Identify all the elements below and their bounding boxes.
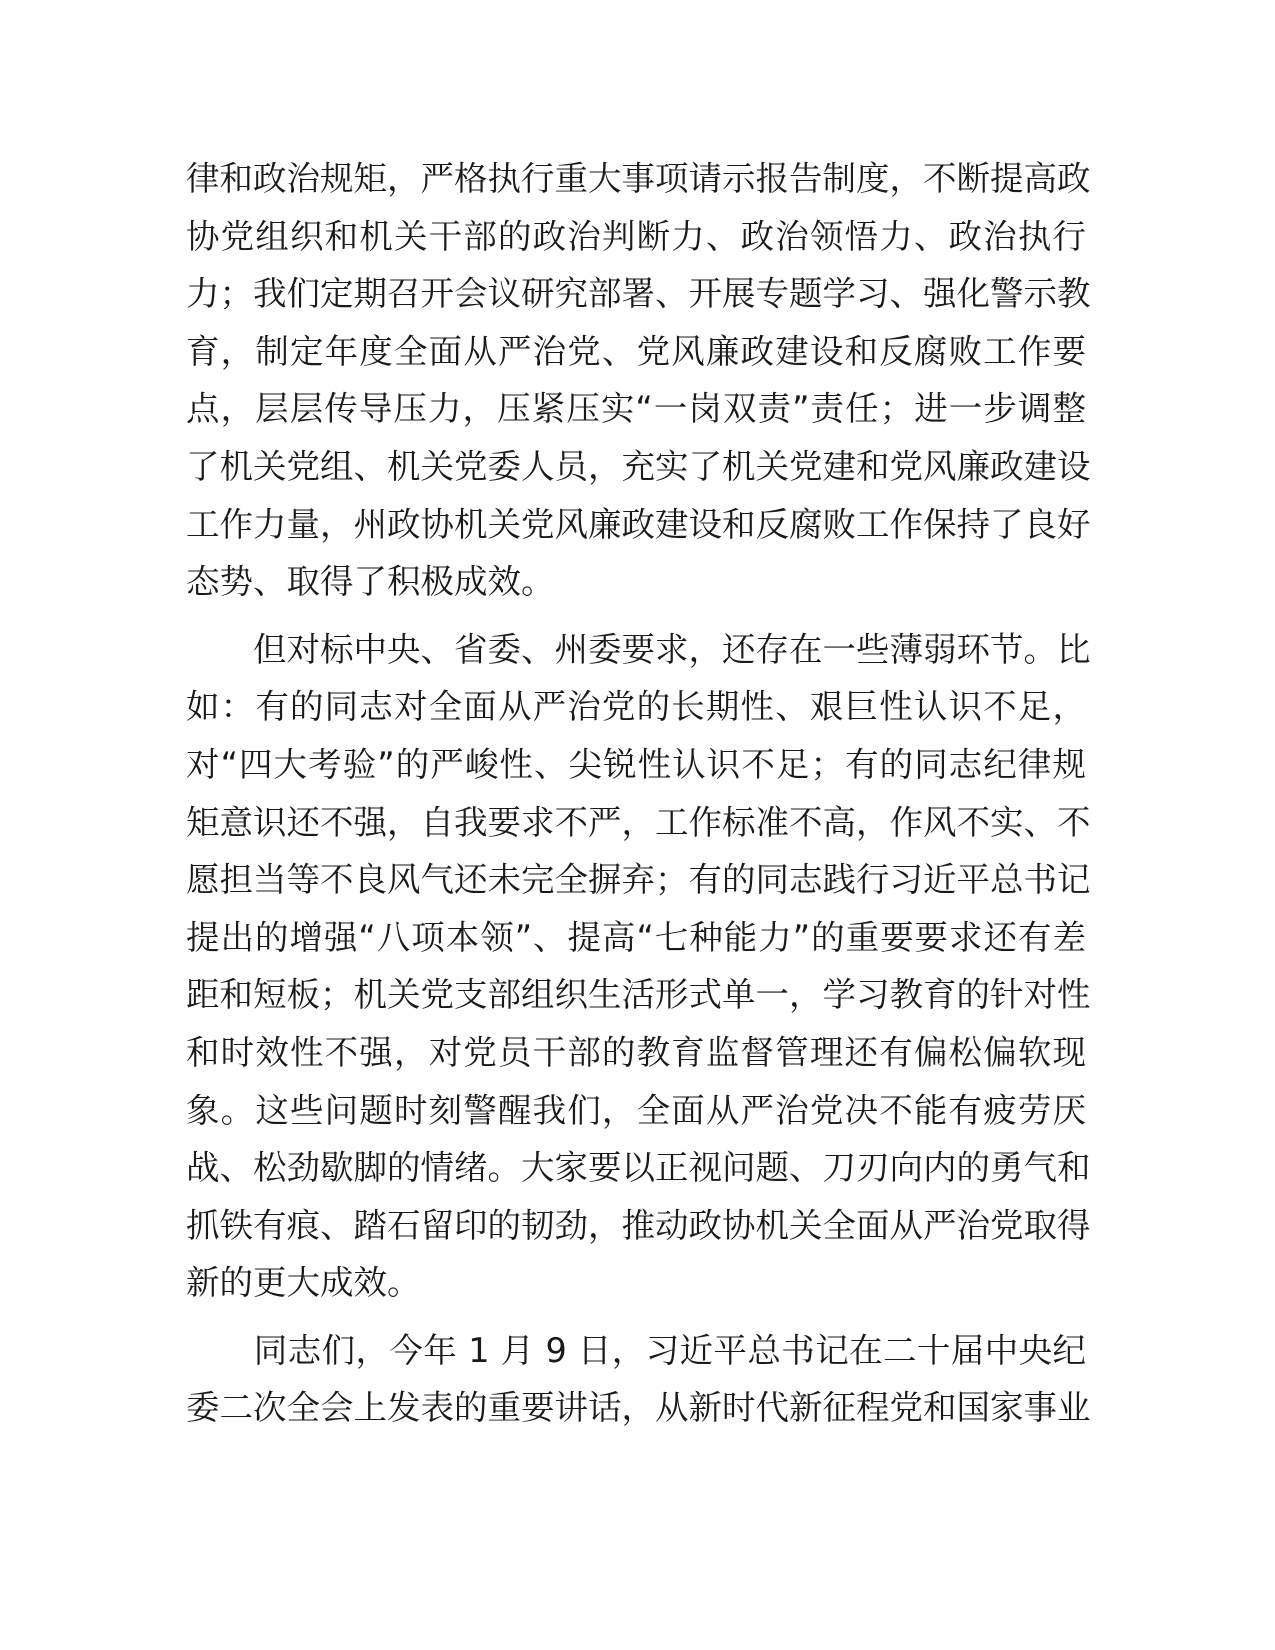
text-line: 协党组织和机关干部的政治判断力、政治领悟力、政治执行 xyxy=(186,216,1086,256)
text-line: 但对标中央、省委、州委要求，还存在一些薄弱环节。比 xyxy=(186,629,1091,669)
text-line: 如：有的同志对全面从严治党的长期性、艰巨性认识不足， xyxy=(186,687,1086,727)
text-line: 态势、取得了积极成效。 xyxy=(186,562,555,602)
text-line: 战、松劲歇脚的情绪。大家要以正视问题、刀刃向内的勇气和 xyxy=(186,1148,1091,1188)
paragraph-2 xyxy=(186,621,1091,1312)
document-body xyxy=(186,150,1091,1447)
text-line: 了机关党组、机关党委人员，充实了机关党建和党风廉政建设 xyxy=(186,446,1091,486)
text-line: 象。这些问题时刻警醒我们，全面从严治党决不能有疲劳厌 xyxy=(186,1090,1086,1130)
text-line: 育，制定年度全面从严治党、党风廉政建设和反腐败工作要 xyxy=(186,331,1086,371)
text-line: 距和短板；机关党支部组织生活形式单一，学习教育的针对性 xyxy=(186,975,1091,1015)
paragraph-3 xyxy=(186,1322,1091,1437)
text-line: 委二次全会上发表的重要讲话，从新时代新征程党和国家事业 xyxy=(186,1388,1091,1428)
text-line: 对“四大考验”的严峻性、尖锐性认识不足；有的同志纪律规 xyxy=(186,744,1086,784)
text-line: 矩意识还不强，自我要求不严，工作标准不高，作风不实、不 xyxy=(186,802,1091,842)
paragraph-1 xyxy=(186,150,1091,611)
text-line: 力；我们定期召开会议研究部署、开展专题学习、强化警示教 xyxy=(186,274,1091,314)
text-line: 律和政治规矩，严格执行重大事项请示报告制度，不断提高政 xyxy=(186,159,1091,198)
text-line: 新的更大成效。 xyxy=(186,1263,421,1303)
text-line: 同志们，今年 1 月 9 日，习近平总书记在二十届中央纪 xyxy=(186,1330,1086,1370)
text-line: 点，层层传导压力，压紧压实“一岗双责”责任；进一步调整 xyxy=(186,389,1086,429)
text-line: 抓铁有痕、踏石留印的韧劲，推动政协机关全面从严治党取得 xyxy=(186,1205,1091,1245)
text-line: 工作力量，州政协机关党风廉政建设和反腐败工作保持了良好 xyxy=(186,504,1091,544)
text-line: 和时效性不强，对党员干部的教育监督管理还有偏松偏软现 xyxy=(186,1032,1086,1072)
text-line: 愿担当等不良风气还未完全摒弃；有的同志践行习近平总书记 xyxy=(186,860,1091,900)
text-line: 提出的增强“八项本领”、提高“七种能力”的重要要求还有差 xyxy=(186,917,1086,957)
